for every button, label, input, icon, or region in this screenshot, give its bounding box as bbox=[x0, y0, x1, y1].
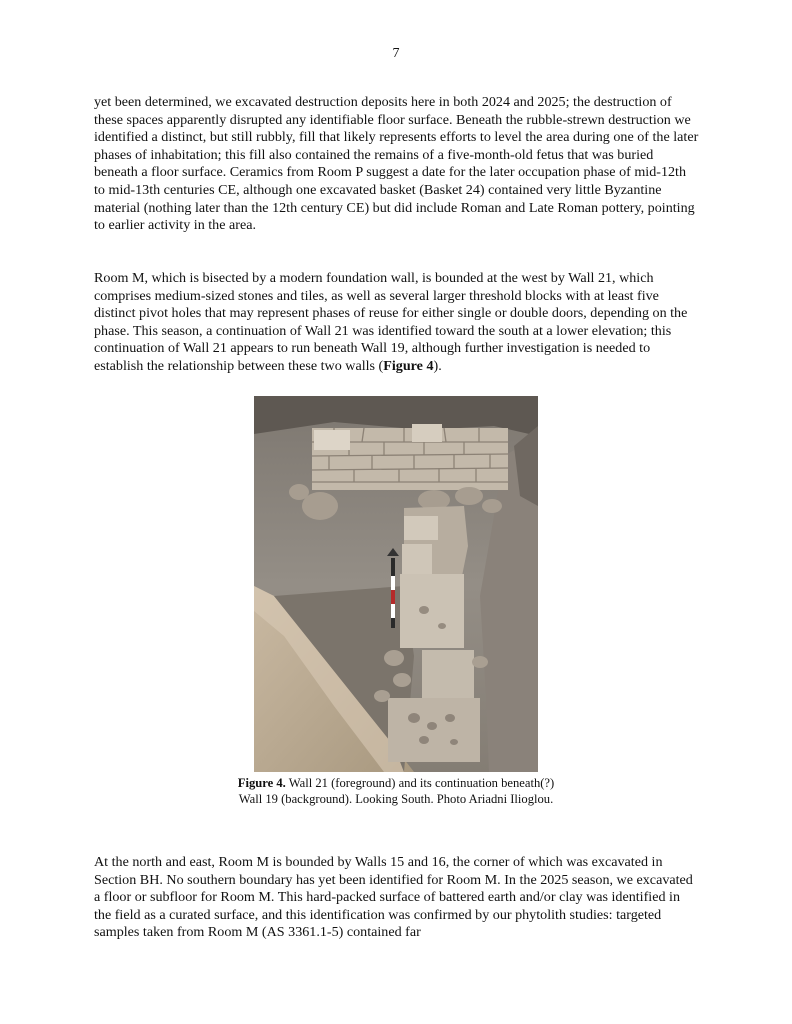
body-paragraph: At the north and east, Room M is bounded by Walls 15 and 16, the corner of which was excavated in Section BH. No southern boundary has yet been identified for Room M. In the 2025 season, we excavated a floor or subfloor for Room M. This hard-packed surface of battered earth and/or clay was identified in the field as a curated surface, and this identification was confirmed by our phytolith studies: targeted samples taken from Room M (AS 3361.1-5) contained far bbox=[94, 854, 693, 941]
figure-label: Figure 4. bbox=[237, 776, 286, 790]
page-number: 7 bbox=[392, 46, 400, 61]
excavation-photo bbox=[254, 396, 538, 772]
body-paragraph bbox=[94, 270, 700, 376]
figure-reference: Figure 4 bbox=[383, 357, 434, 374]
paragraph-text: ). bbox=[433, 357, 442, 374]
figure-caption bbox=[230, 775, 562, 808]
caption-text: Wall 21 (foreground) and its continuation beneath(?) Wall 19 (background). Looking South. Photo Ariadni Ilioglou. bbox=[238, 776, 555, 807]
body-paragraph: yet been determined, we excavated destruction deposits here in both 2024 and 2025; the destruction of these spaces apparently disrupted any identifiable floor surface. Beneath the rubble-strewn destruction we identified a distinct, but still rubbly, fill that likely represents efforts to level the area during one of the later phases of inhabitation; this fill also contained the remains of a five-month-old fetus that was buried beneath a floor surface. Ceramics from Room P suggest a date for the later occupation phase of mid-12th to mid-13th centuries CE, although one excavated basket (Basket 24) contained very little Byzantine material (nothing later than the 12th century CE) but did include Roman and Late Roman pottery, pointing to earlier activity in the area. bbox=[94, 94, 699, 234]
paragraph-text: Room M, which is bisected by a modern foundation wall, is bounded at the west by Wall 21, which comprises medium-sized stones and tiles, as well as several larger threshold blocks with at least five distinct pivot holes that may represent phases of reuse for either single or double doors, depending on the phase. This season, a continuation of Wall 21 was identified toward the south at a lower elevation; this continuation of Wall 21 appears to run beneath Wall 19, although further investigation is needed to establish the relationship between these two walls ( bbox=[94, 270, 688, 374]
wall-19 bbox=[312, 424, 508, 490]
